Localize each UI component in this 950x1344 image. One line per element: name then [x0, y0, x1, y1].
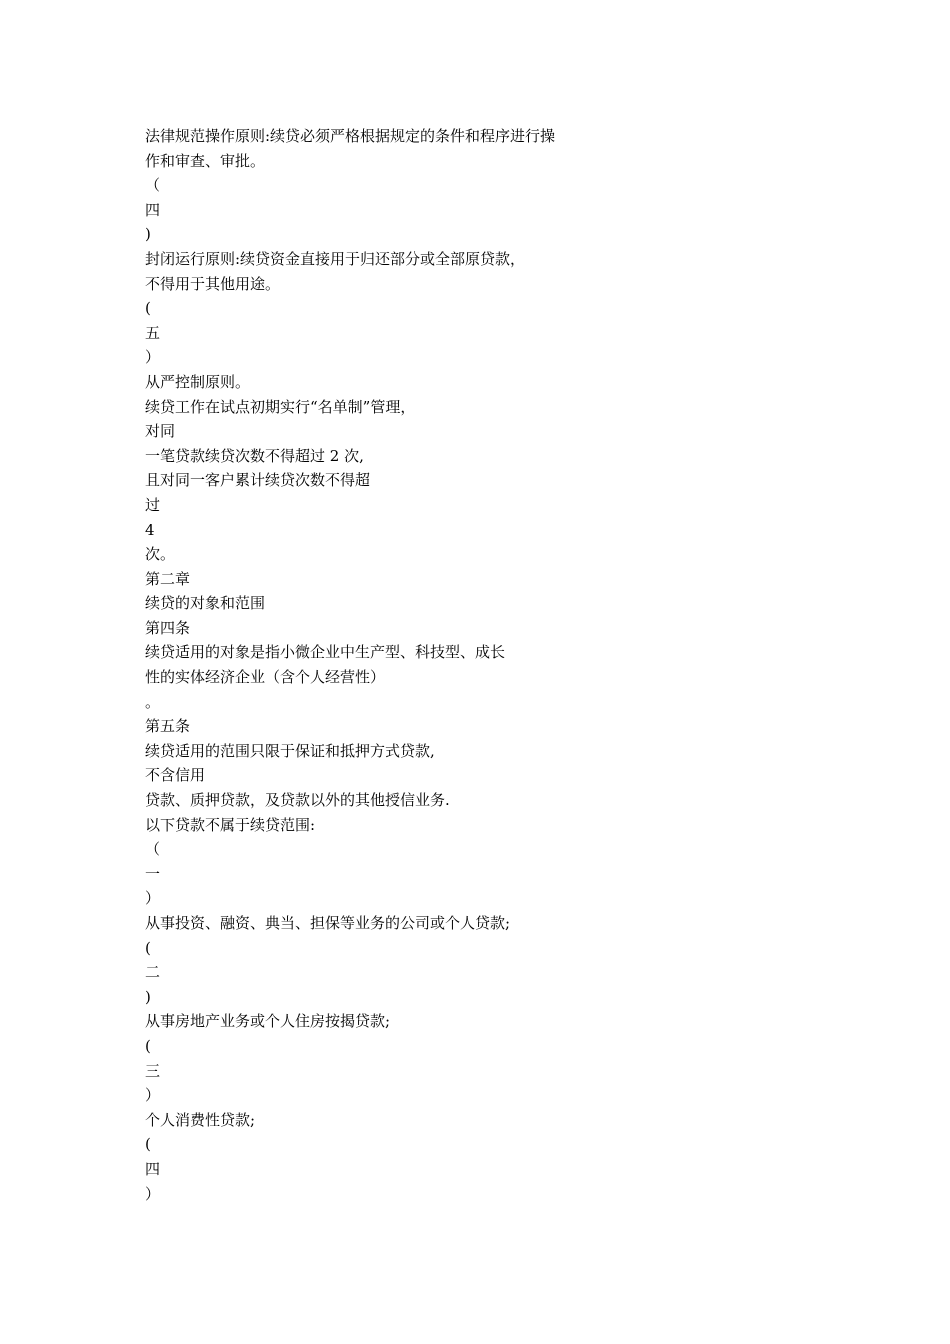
text-line: 以下贷款不属于续贷范围:	[145, 815, 316, 834]
text-line: 个人消费性贷款;	[145, 1110, 256, 1129]
text-line: 不得用于其他用途。	[145, 274, 281, 293]
chapter-heading: 第二章	[145, 569, 191, 588]
text-line: 4	[145, 520, 155, 539]
text-line: 。	[145, 692, 161, 711]
text-line: 贷款、质押贷款，及贷款以外的其他授信业务.	[145, 791, 450, 810]
text-line: (	[145, 1135, 151, 1154]
text-line: 二	[145, 963, 161, 982]
text-line: ）	[145, 348, 161, 367]
text-line: 过	[145, 495, 161, 514]
article-heading: 第四条	[145, 618, 191, 637]
text-line: 封闭运行原则:续贷资金直接用于归还部分或全部原贷款，	[145, 249, 526, 268]
text-line: 四	[145, 200, 161, 219]
text-line: 作和审查、审批。	[145, 151, 266, 170]
document-body	[145, 124, 845, 1206]
text-line: 且对同一客户累计续贷次数不得超	[145, 471, 371, 490]
text-line: 从事房地产业务或个人住房按揭贷款;	[145, 1012, 391, 1031]
text-line: ）	[145, 1184, 161, 1203]
text-line: )	[145, 225, 151, 244]
text-line: ）	[145, 889, 161, 908]
text-line: 不含信用	[145, 766, 206, 785]
text-line: 从事投资、融资、典当、担保等业务的公司或个人贷款;	[145, 914, 511, 932]
text-line: 一笔贷款续贷次数不得超过 2 次,	[145, 446, 364, 465]
text-line: 四	[145, 1159, 161, 1178]
text-line: ）	[145, 1086, 161, 1105]
article-heading: 第五条	[145, 717, 191, 736]
text-line: 性的实体经济企业（含个人经营性）	[145, 668, 386, 687]
text-line: 五	[145, 323, 161, 342]
text-line: 法律规范操作原则:续贷必须严格根据规定的条件和程序进行操	[145, 127, 556, 145]
text-line: 对同	[145, 422, 176, 441]
text-line: )	[145, 987, 151, 1006]
text-line: （	[145, 176, 161, 195]
text-line: (	[145, 1036, 151, 1055]
text-line: (	[145, 299, 151, 318]
text-line: 次。	[145, 545, 176, 564]
text-line: 续贷工作在试点初期实行“名单制”管理，	[145, 397, 416, 416]
chapter-title: 续贷的对象和范围	[145, 594, 266, 613]
text-line: 从严控制原则。	[145, 372, 251, 391]
text-line: 三	[145, 1061, 161, 1080]
text-line: （	[145, 840, 161, 859]
text-line: 一	[145, 864, 161, 883]
text-line: 续贷适用的范围只限于保证和抵押方式贷款,	[145, 741, 435, 760]
text-line: (	[145, 938, 151, 957]
text-line: 续贷适用的对象是指小微企业中生产型、科技型、成长	[145, 643, 506, 662]
